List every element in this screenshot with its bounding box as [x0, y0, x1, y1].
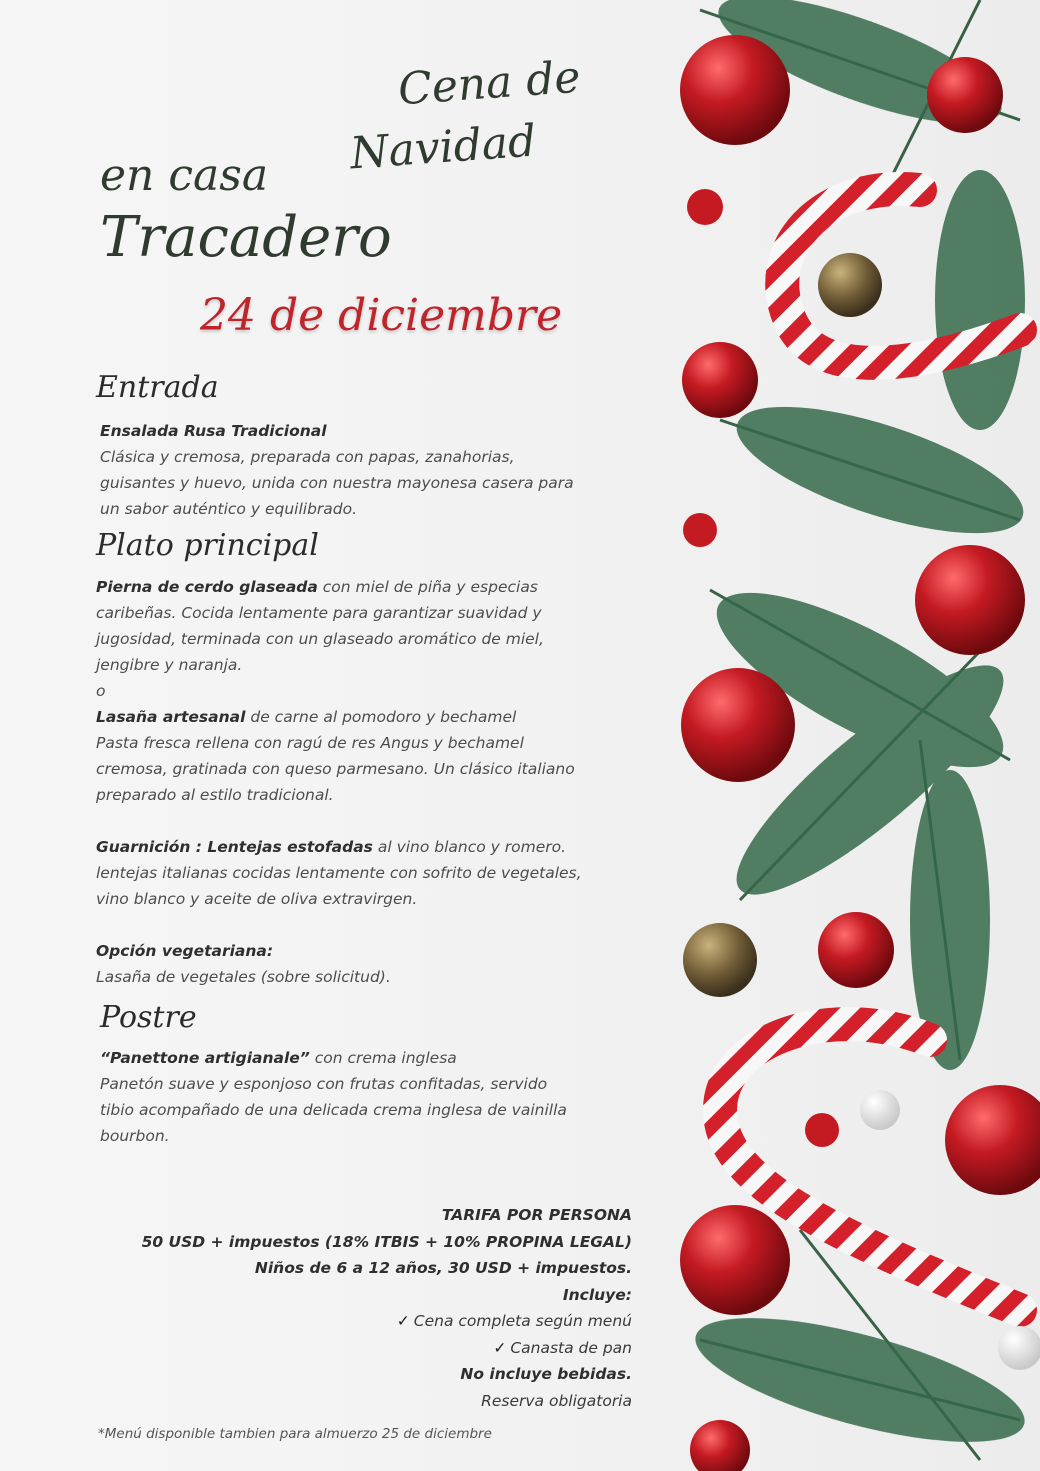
side-line: vino blanco y aceite de oliva extravirgen. [96, 890, 418, 908]
side-rest: al vino blanco y romero. [372, 838, 567, 856]
postre-dish-name: “Panettone artigianale” [100, 1049, 310, 1067]
title-navidad: Navidad [348, 115, 538, 180]
section-heading-postre: Postre [100, 1000, 197, 1035]
option2-line: preparado al estilo tradicional. [96, 786, 334, 804]
check-icon: ✓ [396, 1312, 410, 1330]
postre-rest: con crema inglesa [309, 1049, 457, 1067]
postre-line: tibio acompañado de una delicada crema inglesa de vainilla [100, 1101, 567, 1119]
pricing-block [142, 1202, 632, 1414]
footnote: *Menú disponible tambien para almuerzo 25 de diciembre [98, 1426, 492, 1442]
section-heading-entrada: Entrada [96, 370, 219, 405]
includes-label: Incluye: [562, 1285, 632, 1304]
pricing-heading: TARIFA POR PERSONA [441, 1206, 632, 1224]
includes-item: ✓ Canasta de pan [493, 1338, 632, 1357]
entrada-line: un sabor auténtico y equilibrado. [100, 500, 358, 518]
entrada-dish-name: Ensalada Rusa Tradicional [100, 422, 327, 440]
subtitle-tracadero: Tracadero [100, 205, 392, 270]
adult-price: 50 USD + impuestos (18% ITBIS + 10% PROPINA LEGAL) [141, 1232, 632, 1251]
side-dish-name: Guarnición : Lentejas estofadas [96, 838, 373, 856]
postre-line: bourbon. [100, 1127, 170, 1145]
plato-principal-block [96, 574, 582, 990]
option2-line: cremosa, gratinada con queso parmesano. Un clásico italiano [96, 760, 575, 778]
option2-dish-name: Lasaña artesanal [96, 708, 246, 726]
kids-price: Niños de 6 a 12 años, 30 USD + impuestos. [254, 1259, 632, 1277]
check-icon: ✓ [493, 1338, 507, 1357]
event-date: 24 de diciembre [200, 290, 563, 341]
option1-line: jugosidad, terminada con un glaseado aromático de miel, [96, 630, 544, 648]
vegetarian-line: Lasaña de vegetales (sobre solicitud). [96, 968, 391, 986]
vegetarian-label: Opción vegetariana: [96, 942, 274, 960]
christmas-decoration [680, 0, 1040, 1471]
option2-rest: de carne al pomodoro y bechamel [245, 708, 517, 726]
option2-line: Pasta fresca rellena con ragú de res Angus y bechamel [96, 734, 524, 752]
entrada-block [100, 418, 574, 522]
option1-rest: con miel de piña y especias [317, 578, 538, 596]
includes-item: ✓ Cena completa según menú [396, 1312, 632, 1330]
option1-line: jengibre y naranja. [96, 656, 243, 674]
postre-block [100, 1045, 567, 1149]
side-line: lentejas italianas cocidas lentamente con sofrito de vegetales, [96, 864, 582, 882]
or-separator: o [96, 682, 106, 700]
subtitle-en-casa: en casa [100, 150, 269, 201]
option1-dish-name: Pierna de cerdo glaseada [96, 578, 318, 596]
section-heading-plato-principal: Plato principal [96, 528, 319, 563]
reservation-note: Reserva obligatoria [481, 1391, 632, 1410]
entrada-line: guisantes y huevo, unida con nuestra mayonesa casera para [100, 474, 574, 492]
title-cena-de: Cena de [396, 51, 583, 116]
postre-line: Panetón suave y esponjoso con frutas confitadas, servido [100, 1075, 548, 1093]
entrada-line: Clásica y cremosa, preparada con papas, zanahorias, [100, 448, 515, 466]
no-drinks-note: No incluye bebidas. [460, 1365, 632, 1383]
option1-line: caribeñas. Cocida lentamente para garantizar suavidad y [96, 604, 542, 622]
